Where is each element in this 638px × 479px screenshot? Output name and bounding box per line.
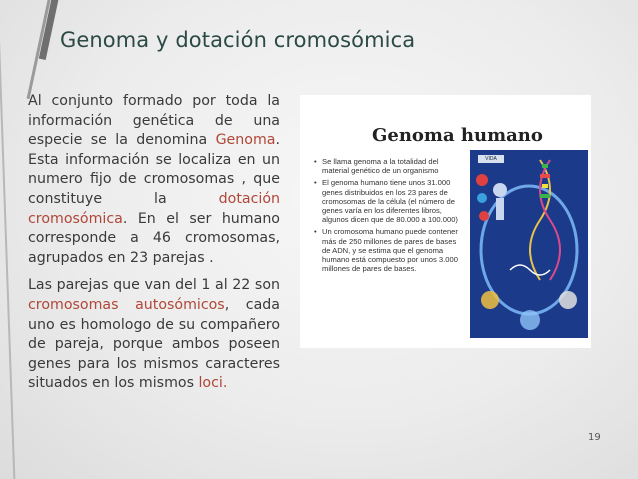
highlight-loci: loci. — [198, 375, 228, 392]
figure-bullet: • Un cromosoma humano puede contener más de 250 millones de pares de bases de ADN, y se estima que el genoma humano está compuesto por unos 3.000 millones de pares de bases. — [314, 227, 464, 273]
paragraph-genoma — [28, 92, 280, 268]
text-run: . En el ser humano corresponde a 46 cromosomas, agrupados en 23 parejas . — [28, 210, 280, 266]
text-run: Al conjunto formado por toda la información genética de una especie se la denomina — [28, 93, 280, 149]
slide-title: Genoma y dotación cromosómica — [60, 28, 416, 52]
highlight-genoma: Genoma — [215, 132, 276, 149]
stripe — [0, 0, 15, 479]
page-number: 19 — [588, 432, 601, 443]
highlight-dotacion: dotación cromosómica — [28, 190, 280, 227]
dna-cycle-graphic — [470, 150, 588, 338]
figure-title: Genoma humano — [372, 125, 543, 146]
text-run: , cada uno es homologo de su compañero de pareja, porque ambos poseen genes para los mismos caracteres situados en los mismos — [28, 296, 280, 392]
figure-bullets — [314, 157, 464, 276]
dna-illustration — [470, 150, 588, 338]
figure-bullet: • Se llama genoma a la totalidad del material genético de un organismo — [314, 157, 464, 175]
vida-badge: VIDA — [478, 155, 504, 163]
genoma-figure — [300, 95, 591, 348]
slide-body — [28, 92, 280, 402]
text-run: Las parejas que van del 1 al 22 son — [28, 277, 280, 294]
paragraph-autosomicos — [28, 276, 280, 394]
text-run: . Esta información se localiza en un numero fijo de cromosomas , que constituye la — [28, 132, 280, 207]
highlight-autosomicos: cromosomas autosómicos — [28, 296, 225, 313]
figure-bullet: • El genoma humano tiene unos 31.000 genes distribuidos en los 23 pares de cromosomas de la célula (el número de genes varía en los diferentes libros, algunos dicen que de 80.000 a 100.000) — [314, 178, 464, 224]
